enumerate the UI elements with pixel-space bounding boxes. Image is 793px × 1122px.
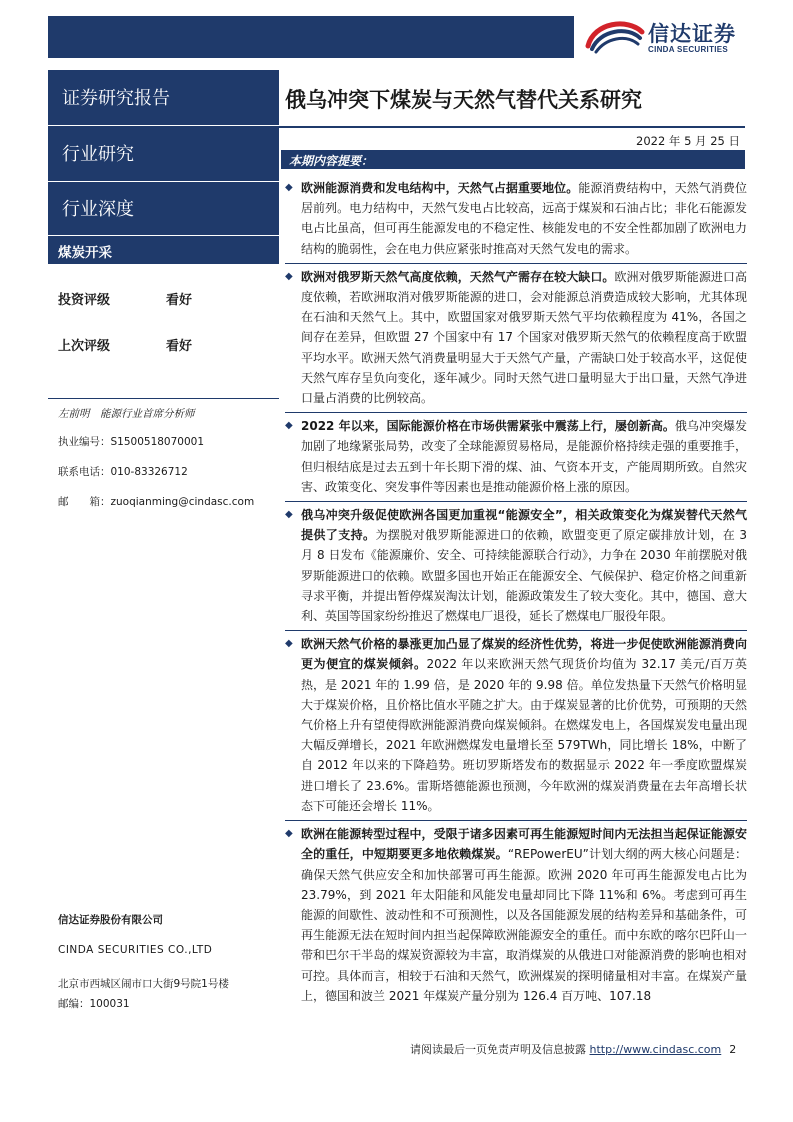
industry: 煤炭开采	[58, 245, 112, 261]
diamond-bullet-icon: ◆	[285, 638, 293, 650]
logo-text-cn: 信达证券	[648, 22, 736, 46]
subcategory: 行业深度	[62, 199, 134, 220]
paragraph-lead: 俄乌冲突升级促使欧洲各国更加重视“能源安全”，相关政策变化为煤炭替代天然气提供了支持。	[301, 508, 747, 543]
paragraph-body: 能源消费结构中，天然气消费位居前列。电力结构中，天然气发电占比较高，远高于煤炭和石油占比；非化石能源发电占比虽高，但可再生能源发电的不稳定性、核能发电的不安全性都加剧了欧洲电力结构的脆弱性，会在电力供应紧张时推高对天然气发电的需求。	[301, 181, 747, 256]
paragraph-body: 2022 年以来欧洲天然气现货价均值为 32.17 美元/百万英热，是 2021 年的 1.99 倍，是 2020 年的 9.98 倍。单位发热量下天然气价格明显大于煤炭价格，且价格比值水平随之扩大。由于煤炭显著的比价优势，可预期的天然气价格上升有望使得欧洲能源消费向煤炭倾斜。在燃煤发电上，各国煤炭发电量出现大幅反弹增长，2021 年欧洲燃煤发电量增长至 579TWh，同比增长 18%，中断了自 2012 年以来的下降趋势。班切罗斯塔发布的数据显示 2022 年一季度欧盟煤炭进口增长了 23.6%。雷斯塔德能源也预测，今年欧洲的煤炭消费量在去年高增长状态下可能还会增长 11%。	[301, 657, 747, 813]
diamond-bullet-icon: ◆	[285, 420, 293, 432]
title-rule	[279, 126, 745, 128]
industry-block	[48, 236, 279, 264]
logo-text-en: CINDA SECURITIES	[648, 45, 729, 54]
paragraph-lead: 2022 年以来，国际能源价格在市场供需紧张中震荡上行，屡创新高。	[301, 419, 675, 434]
analyst-name: 左前明 能源行业首席分析师	[58, 408, 195, 420]
company-address: 北京市西城区闹市口大街9号院1号楼	[58, 978, 229, 990]
prev-rating-value: 看好	[166, 339, 193, 354]
paragraph-lead: 欧洲能源消费和发电结构中，天然气占据重要地位。	[301, 181, 579, 195]
page-number: 2	[729, 1043, 737, 1056]
diamond-bullet-icon: ◆	[285, 182, 293, 193]
summary-paragraph	[285, 634, 747, 816]
summary-paragraph	[285, 416, 747, 497]
paragraph-lead: 欧洲天然气价格的暴涨更加凸显了煤炭的经济性优势，将进一步促使欧洲能源消费向更为便宜的煤炭倾斜。	[301, 637, 747, 672]
paragraph-separator	[285, 263, 747, 264]
rating-value: 看好	[166, 293, 193, 308]
sidebar	[48, 70, 279, 1030]
diamond-bullet-icon: ◆	[285, 828, 293, 840]
rating-label: 投资评级	[58, 293, 111, 308]
report-type: 证券研究报告	[62, 88, 170, 109]
disclaimer-notice: 请阅读最后一页免责声明及信息披露	[410, 1043, 590, 1056]
summary-paragraph	[285, 505, 747, 626]
summary-content	[285, 178, 747, 1006]
analyst-license: 执业编号：S1500518070001	[58, 436, 205, 448]
diamond-bullet-icon: ◆	[285, 270, 293, 282]
paragraph-separator	[285, 630, 747, 631]
category: 行业研究	[62, 144, 134, 165]
analyst-phone: 联系电话：010-83326712	[58, 466, 188, 478]
subcategory-block	[48, 182, 279, 235]
report-date: 2022 年 5 月 25 日	[636, 134, 740, 148]
sidebar-rule	[48, 398, 279, 399]
paragraph-body: 为摆脱对俄罗斯能源进口的依赖，欧盟变更了原定碳排放计划，在 3 月 8 日发布《能源廉价、安全、可持续能源联合行动》，力争在 2030 年前摆脱对俄罗斯能源进口的依赖。欧盟多国也开始正在能源安全、气候保护、稳定价格之间重新寻求平衡，并提出暂停煤炭淘汰计划，能源政策发生了较大变化。其中，德国、意大利、英国等国家纷纷推迟了燃煤电厂退役，延长了燃煤电厂服役年限。	[301, 528, 747, 624]
website-link[interactable]: http://www.cindasc.com	[589, 1043, 722, 1056]
header-band	[48, 16, 574, 58]
title-area	[279, 70, 745, 126]
summary-header-label: 本期内容提要：	[289, 154, 374, 168]
page-title: 俄乌冲突下煤炭与天然气替代关系研究	[285, 88, 642, 112]
diamond-bullet-icon: ◆	[285, 509, 293, 521]
company-postcode: 邮编：100031	[58, 998, 130, 1010]
paragraph-separator	[285, 820, 747, 821]
company-name-cn: 信达证券股份有限公司	[58, 914, 163, 926]
summary-paragraph	[285, 178, 747, 259]
analyst-email[interactable]: 邮 箱：zuoqianming@cindasc.com	[58, 496, 255, 508]
paragraph-body: 俄乌冲突爆发加剧了地缘紧张局势，改变了全球能源贸易格局，是能源价格持续走强的重要推手，但归根结底是过去五到十年长期下滑的煤、油、气资本开支，产能周期所致。自然灾害、政策变化、突发事件等因素也是推动能源价格上涨的原因。	[301, 419, 747, 494]
paragraph-body: 欧洲对俄罗斯能源进口高度依赖，若欧洲取消对俄罗斯能源的进口，会对能源总消费造成较大影响，尤其体现在石油和天然气上。其中，欧盟国家对俄罗斯天然气平均依赖程度为 41%，各国之间存在差异，但欧盟 27 个国家中有 17 个国家对俄罗斯天然气的依赖程度高于欧盟平均水平。欧洲天然气消费量明显大于天然气产量，产需缺口处于较高水平，这促使天然气库存呈负向变化，逐年减少。同时天然气进口量明显大于出口量，天然气净进口量占消费的比例较高。	[301, 269, 747, 406]
paragraph-lead: 欧洲对俄罗斯天然气高度依赖，天然气产需存在较大缺口。	[301, 269, 615, 284]
company-logo	[584, 14, 774, 58]
category-block	[48, 126, 279, 181]
paragraph-lead: 欧洲在能源转型过程中，受限于诸多因素可再生能源短时间内无法担当起保证能源安全的重任，中短期要更多地依赖煤炭。	[301, 827, 747, 862]
prev-rating-label: 上次评级	[58, 339, 111, 354]
cinda-logo-icon	[584, 16, 646, 54]
paragraph-separator	[285, 412, 747, 413]
paragraph-body: “REPowerEU”计划大纲的两大核心问题是：确保天然气供应安全和加快部署可再生能源。欧洲 2020 年可再生能源发电占比为 23.79%，到 2021 年太阳能和风能发电量却同比下降 11%和 6%。考虑到可再生能源的间歇性、波动性和不可预测性，以及各国能源发展的结构差异和基础条件，可再生能源无法在短时间内担当起保障欧洲能源安全的重任。而中东欧的喀尔巴阡山一带和巴尔干半岛的煤炭资源较为丰富，取消煤炭的从俄进口对能源消费的影响也相对可控。具体而言，相较于石油和天然气，欧洲煤炭的探明储量相对丰富。在煤炭产量上，德国和波兰 2021 年煤炭产量分别为 126.4 百万吨、107.18	[301, 847, 747, 1003]
page-footer	[410, 1041, 750, 1057]
summary-header	[281, 150, 745, 169]
company-name-en: CINDA SECURITIES CO.,LTD	[58, 944, 213, 956]
summary-paragraph	[285, 267, 747, 408]
summary-paragraph	[285, 824, 747, 1006]
report-type-block	[48, 70, 279, 125]
paragraph-separator	[285, 501, 747, 502]
